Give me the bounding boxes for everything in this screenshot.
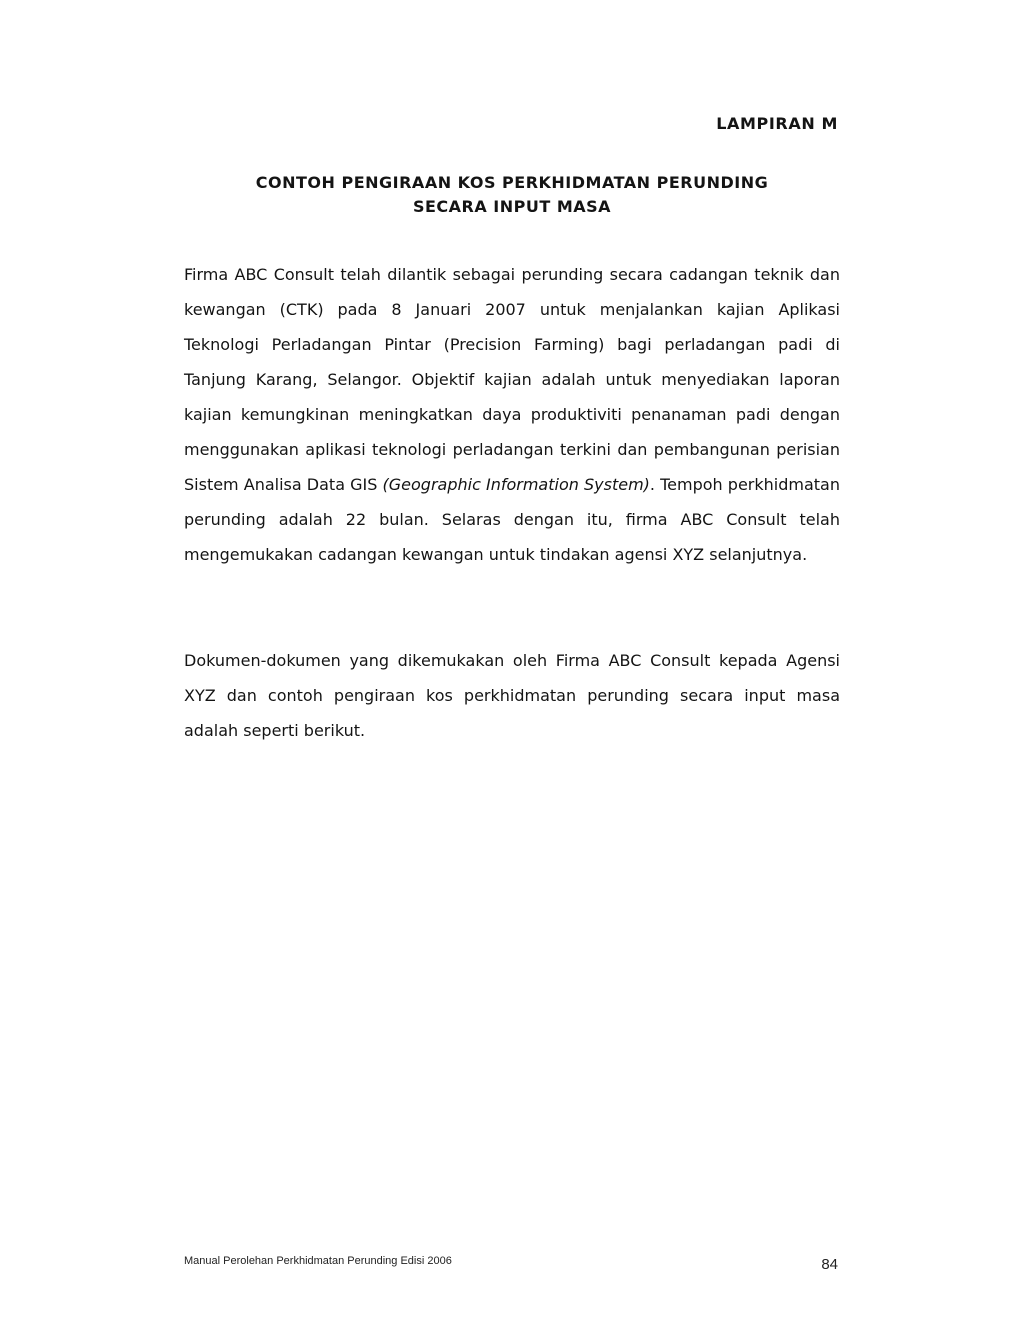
- italic-term-gis: (Geographic Information System): [382, 475, 650, 494]
- paragraph-2: Dokumen-dokumen yang dikemukakan oleh Firma ABC Consult kepada Agensi XYZ dan contoh pengiraan kos perkhidmatan perunding secara input masa adalah seperti berikut.: [184, 651, 840, 740]
- appendix-label: LAMPIRAN M: [716, 114, 838, 133]
- paragraph-1-text-end: . Tempoh perkhidmatan perunding adalah 22 bulan. Selaras dengan itu, firma ABC Consult telah mengemukakan cadangan kewangan untuk tindakan agensi XYZ selanjutnya.: [184, 475, 840, 564]
- page-number: 84: [821, 1256, 838, 1273]
- paragraph-1-text-start: Firma ABC Consult telah dilantik sebagai perunding secara cadangan teknik dan kewangan (CTK) pada 8 Januari 2007 untuk menjalankan kajian Aplikasi Teknologi Perladangan Pintar (Precision Farming) bagi perladangan padi di Tanjung Karang, Selangor. Objektif kajian adalah untuk menyediakan laporan kajian kemungkinan meningkatkan daya produktiviti penanaman padi dengan menggunakan aplikasi teknologi perladangan terkini dan pembangunan perisian Sistem Analisa Data GIS: [184, 265, 840, 494]
- paragraph-1: [184, 257, 840, 572]
- footer-manual-title: Manual Perolehan Perkhidmatan Perunding Edisi 2006: [184, 1255, 452, 1267]
- title-line-2: SECARA INPUT MASA: [412, 197, 612, 216]
- document-title: [184, 171, 840, 219]
- title-line-1: CONTOH PENGIRAAN KOS PERKHIDMATAN PERUNDING: [255, 173, 769, 192]
